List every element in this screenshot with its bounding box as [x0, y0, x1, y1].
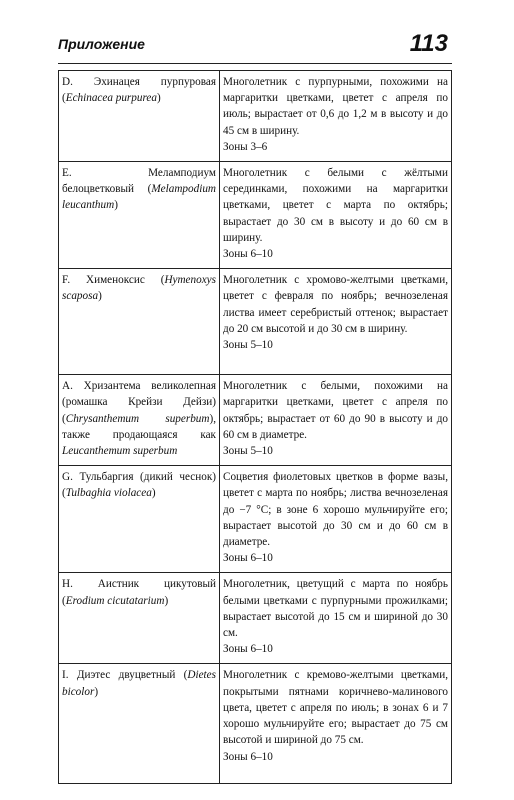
plant-zones: Зоны 6–10	[223, 643, 273, 656]
plant-latin-name: Dietes bicolor	[62, 669, 216, 698]
plant-description-cell	[220, 375, 452, 466]
plant-description: Многолетник с белыми, похожими на маргаритки цветками, цветет с апреля по октябрь; вырастает от 60 до 90 в высоту и до 60 см в диаметре.	[223, 380, 448, 441]
table-row	[59, 162, 452, 269]
page-number: 113	[409, 30, 448, 57]
plant-name-cell: H. Аистник цикутовый (Erodium cicutatarium)	[59, 573, 220, 664]
plant-description-cell	[220, 71, 452, 162]
plant-latin-name: Echinacea purpurea	[65, 92, 157, 105]
plant-name-cell: A. Хризантема великолепная (ромашка Крейзи Дейзи) (Chrysanthemum superbum), также продающаяся как Leucanthemum superbum	[59, 375, 220, 466]
plant-name: A. Хризантема великолепная (ромашка Крейзи Дейзи)	[62, 380, 216, 409]
table-row	[59, 71, 452, 162]
plant-description-cell	[220, 466, 452, 573]
plant-description-cell	[220, 162, 452, 269]
plant-description: Многолетник с кремово-желтыми цветками, покрытыми пятнами коричнево-малинового цвета, цветет с апреля по июль; в зонах 6 и 7 хорошо мульчируйте его; вырастает до 75 см высотой и шириной до 75 см.	[223, 669, 448, 747]
plants-table	[58, 70, 452, 784]
table-row	[59, 664, 452, 784]
plant-name-note: , также продающаяся как	[62, 412, 216, 441]
plant-name: D. Эхинацея пурпуровая	[62, 76, 216, 88]
plant-latin-name: Melampodium leucanthum	[62, 183, 216, 212]
plant-latin-synonym: Leucanthemum superbum	[62, 445, 178, 458]
plant-name-cell: D. Эхинацея пурпуровая (Echinacea purpurea)	[59, 71, 220, 162]
plant-description: Многолетник с пурпурными, похожими на маргаритки цветками, цветет с апреля по июль; вырастает от 0,6 до 1,2 м в высоту и до 45 см в ширину.	[223, 76, 448, 137]
header-divider	[58, 63, 452, 64]
plant-description-cell	[220, 664, 452, 784]
plant-name-cell: G. Тульбаргия (дикий чеснок) (Tulbaghia violacea)	[59, 466, 220, 573]
plant-latin-name: Chrysanthemum superbum	[65, 412, 210, 425]
plant-description: Соцветия фиолетовых цветков в форме вазы, цветет с марта по ноябрь; листва вечнозеленая до −7 °С; в зоне 6 хорошо мульчируйте его; вырастает высотой до 30 см и до 60 см в диаметре.	[223, 471, 448, 549]
plant-latin-name: Erodium cicutatarium	[65, 594, 165, 607]
table-row	[59, 375, 452, 466]
table-row	[59, 269, 452, 375]
plant-name: G. Тульбаргия (дикий чеснок)	[62, 471, 216, 484]
plant-latin-name: Hymenoxys scaposa	[62, 274, 216, 303]
plant-name: H. Аистник цикутовый	[62, 578, 216, 591]
plant-description: Многолетник с хромово-желтыми цветками, цветет с февраля по ноябрь; вечнозеленая листва имеет серебристый оттенок; вырастает до 20 см высотой и до 30 см в ширину.	[223, 274, 448, 335]
plant-name: F. Хименоксис	[62, 274, 145, 287]
plant-name-cell: I. Диэтес двуцветный (Dietes bicolor)	[59, 664, 220, 784]
table-row	[59, 573, 452, 664]
plant-name-cell: E. Меламподиум белоцветковый (Melampodium leucanthum)	[59, 162, 220, 269]
plant-zones: Зоны 6–10	[223, 750, 273, 763]
plant-description: Многолетник с белыми с жёлтыми серединками, похожими на маргаритки цветками, цветет с марта по октябрь; вырастает до 30 см в высоту и до 60 см в ширину.	[223, 167, 448, 244]
plant-description-cell	[220, 269, 452, 375]
plant-description-cell	[220, 573, 452, 664]
plant-zones: Зоны 5–10	[223, 445, 273, 458]
plant-latin-name: Tulbaghia violacea	[65, 487, 152, 500]
plant-name: I. Диэтес двуцветный	[62, 669, 176, 682]
plant-name: E. Меламподиум белоцветковый	[62, 167, 216, 196]
running-head-section-title: Приложение	[58, 36, 145, 52]
plant-name-cell: F. Хименоксис (Hymenoxys scaposa)	[59, 269, 220, 375]
plant-zones: Зоны 6–10	[223, 248, 273, 261]
plant-zones: Зоны 6–10	[223, 552, 273, 565]
plant-description: Многолетник, цветущий с марта по ноябрь белыми цветками с пурпурными прожилками; вырастает высотой до 15 см и шириной до 30 см.	[223, 578, 448, 640]
plant-zones: Зоны 3–6	[223, 140, 268, 153]
table-row	[59, 466, 452, 573]
plant-zones: Зоны 5–10	[223, 339, 273, 352]
